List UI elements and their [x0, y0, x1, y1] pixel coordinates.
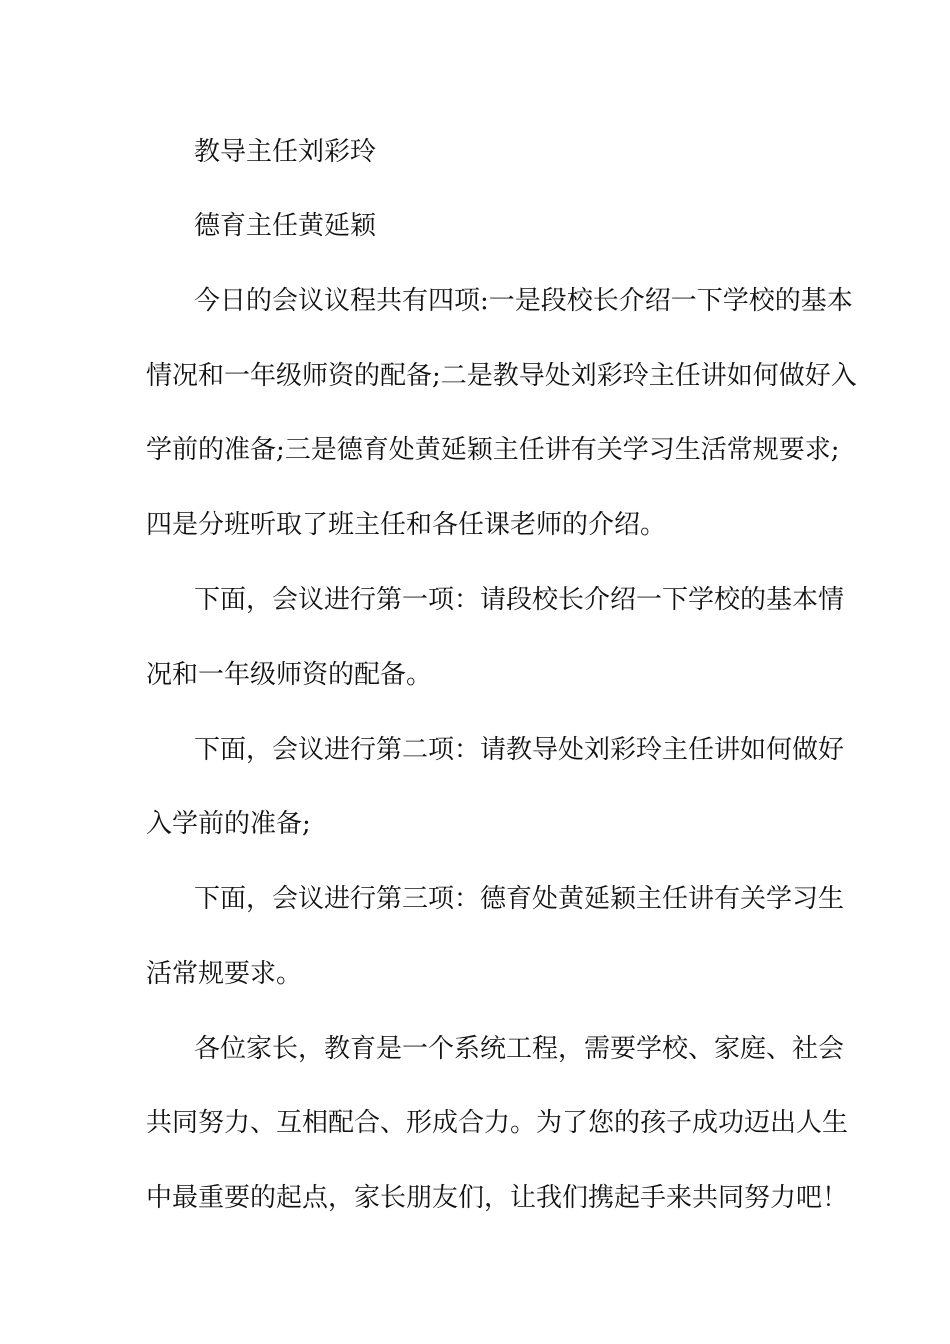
agenda-paragraph-line: 四是分班听取了班主任和各任课老师的介绍。 — [146, 510, 667, 540]
closing-paragraph-line: 共同努力、互相配合、形成合力。为了您的孩子成功迈出人生 — [146, 1108, 849, 1138]
agenda-paragraph-line: 学前的准备;三是德育处黄延颖主任讲有关学习生活常规要求; — [146, 435, 840, 465]
item-one-paragraph-line: 下面，会议进行第一项：请段校长介绍一下学校的基本情 — [194, 585, 845, 615]
staff-line-academic-director: 教导主任刘彩玲 — [194, 137, 377, 167]
closing-paragraph-line: 中最重要的起点，家长朋友们，让我们携起手来共同努力吧！ — [146, 1183, 849, 1213]
agenda-paragraph-line: 今日的会议议程共有四项:一是段校长介绍一下学校的基本 — [194, 286, 853, 316]
item-three-paragraph-line: 活常规要求。 — [146, 959, 303, 989]
item-two-paragraph-line: 下面，会议进行第二项：请教导处刘彩玲主任讲如何做好 — [194, 735, 845, 765]
staff-line-moral-director: 德育主任黄延颖 — [194, 211, 377, 241]
item-one-paragraph-line: 况和一年级师资的配备。 — [146, 660, 433, 690]
item-two-paragraph-line: 入学前的准备; — [146, 809, 311, 839]
item-three-paragraph-line: 下面，会议进行第三项：德育处黄延颖主任讲有关学习生 — [194, 884, 845, 914]
closing-paragraph-line: 各位家长，教育是一个系统工程，需要学校、家庭、社会 — [194, 1034, 845, 1064]
agenda-paragraph-line: 情况和一年级师资的配备;二是教导处刘彩玲主任讲如何做好入 — [146, 361, 857, 391]
